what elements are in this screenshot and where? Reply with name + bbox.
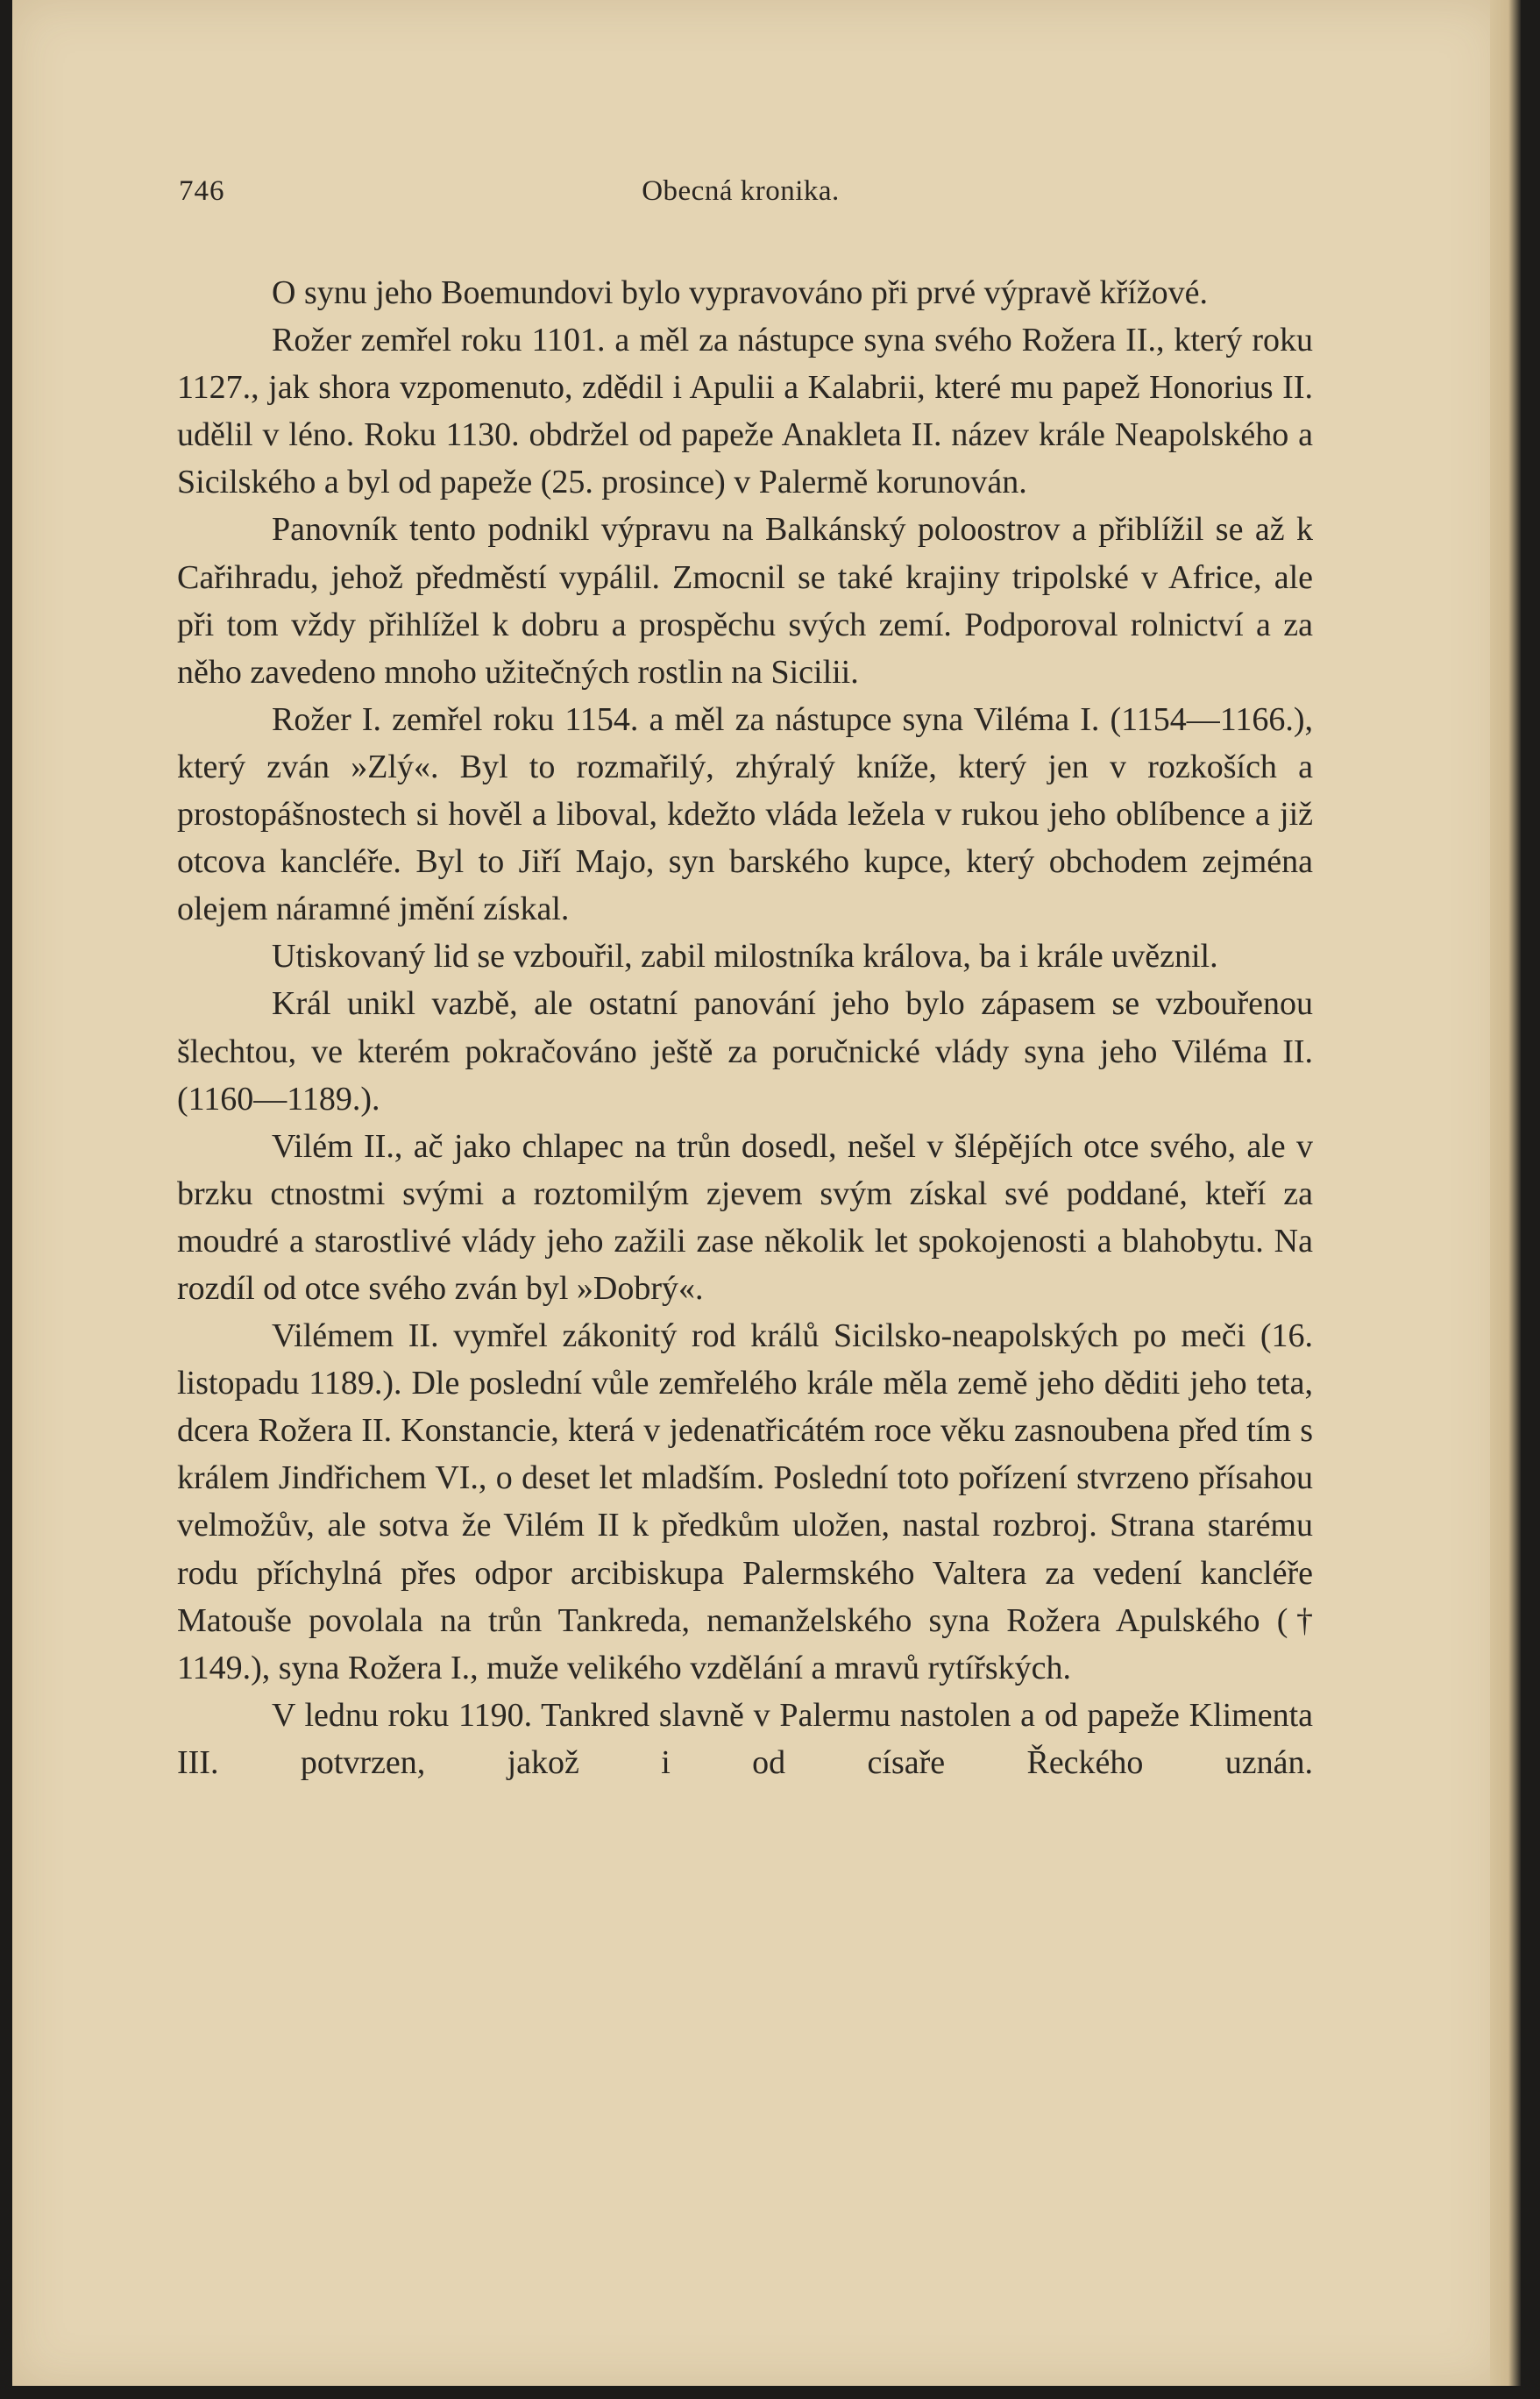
paragraph: Panovník tento podnikl výpravu na Balkánský poloostrov a přiblížil se až k Cařihradu, jehož předměstí vypálil. Zmocnil se také krajiny tripolské v Africe, ale při tom vždy přihlížel k dobru a prospěchu svých zemí. Podporoval rolnictví a za něho zavedeno mnoho užitečných rostlin na Sicilii. bbox=[177, 511, 1313, 691]
paragraph: Král unikl vazbě, ale ostatní panování jeho bylo zápasem se vzbouřenou šlechtou, ve kterém pokračováno ještě za poručnické vlády syna jeho Viléma II. (1160—1189.). bbox=[177, 985, 1313, 1118]
page-gutter bbox=[1490, 0, 1521, 2386]
paragraph: Rožer zemřel roku 1101. a měl za nástupce syna svého Rožera II., který roku 1127., jak shora vzpomenuto, zdědil i Apulii a Kalabrii, které mu papež Honorius II. udělil v léno. Roku 1130. obdržel od papeže Anakleta II. název krále Neapolského a Sicilského a byl od papeže (25. prosince) v Palermě korunován. bbox=[177, 322, 1313, 501]
paragraph: Rožer I. zemřel roku 1154. a měl za nástupce syna Viléma I. (1154—1166.), který zván »Zlý«. Byl to rozmařilý, zhýralý kníže, který jen v rozkoších a prostopášnostech si hověl a liboval, kdežto vláda ležela v rukou jeho oblíbence a již otcova kancléře. Byl to Jiří Majo, syn barského kupce, který obchodem zejména olejem náramné jmění získal. bbox=[177, 700, 1313, 928]
paragraph: O synu jeho Boemundovi bylo vypravováno při prvé výpravě křížové. bbox=[272, 274, 1208, 311]
book-page bbox=[12, 0, 1502, 2386]
page-header bbox=[168, 175, 1313, 219]
paragraph: Vilémem II. vymřel zákonitý rod králů Sicilsko-neapolských po meči (16. listopadu 1189.). Dle poslední vůle zemřelého krále měla země jeho děditi jeho teta, dcera Rožera II. Konstancie, která v jedenatřicátém roce věku zasnoubena před tím s králem Jindřichem VI., o deset let mladším. Poslední toto pořízení stvrzeno přísahou velmožův, ale sotva že Vilém II k předkům uložen, nastal rozbroj. Strana starému rodu příchylná přes odpor arcibiskupa Palermského Valtera za vedení kancléře Matouše povolala na trůn Tankreda, nemanželského syna Rožera Apulského († 1149.), syna Rožera I., muže velikého vzdělání a mravů rytířských. bbox=[177, 1317, 1313, 1686]
paragraph: V lednu roku 1190. Tankred slavně v Palermu nastolen a od papeže Klimenta III. potvrzen, jakož i od císaře Řeckého uznán. bbox=[177, 1696, 1313, 1781]
paragraph: Vilém II., ač jako chlapec na trůn dosedl, nešel v šlépějích otce svého, ale v brzku ctnostmi svými a roztomilým zjevem svým získal své poddané, kteří za moudré a starostlivé vlády jeho zažili zase několik let spokojenosti a blahobytu. Na rozdíl od otce svého zván byl »Dobrý«. bbox=[177, 1127, 1313, 1307]
paragraph: Utiskovaný lid se vzbouřil, zabil milostníka králova, ba i krále uvěznil. bbox=[272, 938, 1218, 976]
running-title: Obecná kronika. bbox=[642, 175, 840, 207]
page-number: 746 bbox=[179, 175, 225, 207]
body-text bbox=[177, 269, 1313, 1786]
